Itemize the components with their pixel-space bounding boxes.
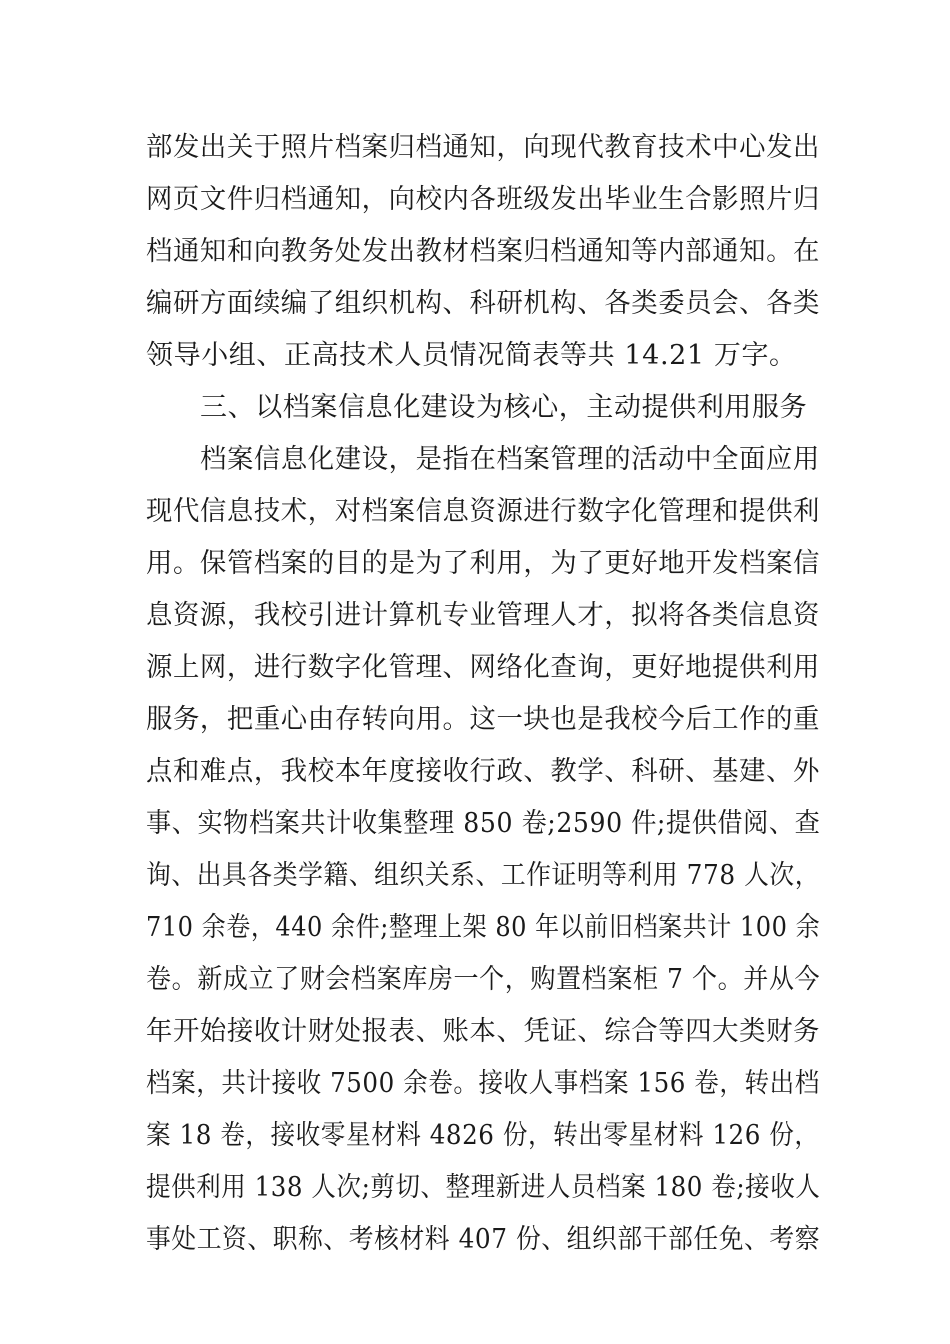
text-line: 网页文件归档通知，向校内各班级发出毕业生合影照片归 [146,184,820,215]
text-line: 编研方面续编了组织机构、科研机构、各类委员会、各类 [146,288,820,319]
text-line: 卷。新成立了财会档案库房一个，购置档案柜 7 个。并从今 [146,964,821,995]
text-line: 息资源，我校引进计算机专业管理人才，拟将各类信息资 [146,600,820,631]
text-line: 点和难点，我校本年度接收行政、教学、科研、基建、外 [146,756,820,787]
section-heading: 三、以档案信息化建设为核心，主动提供利用服务 [200,392,808,423]
text-line: 领导小组、正高技术人员情况简表等共 14.21 万字。 [146,340,797,371]
text-line: 事、实物档案共计收集整理 850 卷;2590 件;提供借阅、查 [146,808,821,839]
text-line: 用。保管档案的目的是为了利用，为了更好地开发档案信 [146,548,820,579]
text-line: 档通知和向教务处发出教材档案归档通知等内部通知。在 [146,236,820,267]
text-line: 现代信息技术，对档案信息资源进行数字化管理和提供利 [146,496,820,527]
text-line: 提供利用 138 人次;剪切、整理新进人员档案 180 卷;接收人 [146,1172,821,1203]
text-line: 案 18 卷，接收零星材料 4826 份，转出零星材料 126 份， [146,1120,820,1151]
paragraph-first-line: 档案信息化建设，是指在档案管理的活动中全面应用 [200,444,820,475]
text-line: 部发出关于照片档案归档通知，向现代教育技术中心发出 [146,132,820,163]
text-line: 档案，共计接收 7500 余卷。接收人事档案 156 卷，转出档 [146,1068,820,1099]
text-line: 源上网，进行数字化管理、网络化查询，更好地提供利用 [146,652,820,683]
text-line: 服务，把重心由存转向用。这一块也是我校今后工作的重 [146,704,820,735]
text-line: 年开始接收计财处报表、账本、凭证、综合等四大类财务 [146,1016,820,1047]
text-line: 事处工资、职称、考核材料 407 份、组织部干部任免、考察 [146,1224,821,1255]
text-line: 710 余卷，440 余件;整理上架 80 年以前旧档案共计 100 余 [146,912,821,943]
text-line: 询、出具各类学籍、组织关系、工作证明等利用 778 人次， [146,860,821,891]
